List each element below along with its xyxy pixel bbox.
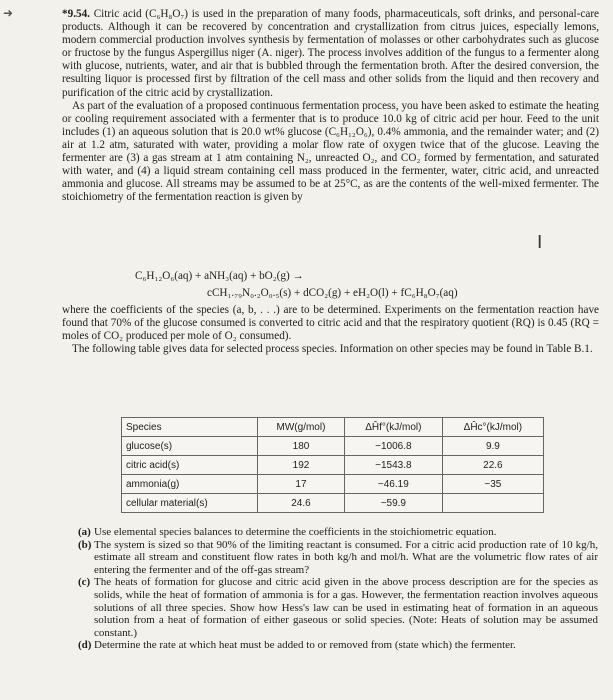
table-row <box>122 456 544 475</box>
problem-number: *9.54. <box>62 8 90 20</box>
table-cell: 180 <box>258 437 345 456</box>
part-label: (b) <box>78 538 92 551</box>
paragraph-table-intro: The following table gives data for selected process species. Information on other species may be found in Table B.1. <box>72 343 593 356</box>
problem-text-top <box>62 8 599 204</box>
table-cell: 17 <box>258 475 345 494</box>
part-label: (a) <box>78 526 91 538</box>
part-label: (c) <box>78 576 91 589</box>
table-cell: −35 <box>442 475 543 494</box>
reaction-equation-line2: cCH₁.₇₉N₀.₂O₀.₅(s) + dCO₂(g) + eH₂O(l) + fC₆H₈O₇(aq) <box>207 287 458 299</box>
table-cell: 24.6 <box>258 494 345 513</box>
part-text: Determine the rate at which heat must be added to or removed from (state which) the fermenter. <box>94 639 516 652</box>
table-cell: cellular material(s) <box>122 494 258 513</box>
paragraph-evaluation: As part of the evaluation of a proposed continuous fermentation process, you have been asked to estimate the heating or cooling requirement associated with a fermenter that is to produce 10.0 kg of citric acid per hour. Feed to the unit includes (1) an aqueous solution that is 20.0 wt% glucose (C₆H₁₂O₆), 0.4% ammonia, and the remainder water; and (2) air at 1.2 atm, saturated with water, providing a molar flow rate of oxygen twice that of the glucose. Leaving the fermenter are (3) a gas stream at 1 atm containing N₂, unreacted O₂, and CO₂ formed by fermentation, and saturated with water, and (4) a liquid stream containing cell mass produced in the fermenter, water, citric acid, and unreacted ammonia and glucose. All streams may be assumed to be at 25°C, as are the contents of the well-mixed fermenter. The stoichiometry of the fermentation reaction is given by <box>62 99 599 204</box>
table-cell: 9.9 <box>442 437 543 456</box>
paragraph-coefficients: where the coefficients of the species (a, b, . . .) are to be determined. Experiments on the fermentation reaction have found that 70% of the glucose consumed is converted to citric acid and that the respiratory quotient (RQ) is 0.45 (RQ = moles of CO₂ produced per mole of O₂ consumed). <box>62 304 599 343</box>
table-header-cell: Species <box>122 418 258 437</box>
table-cell: ammonia(g) <box>122 475 258 494</box>
paragraph-intro: *9.54. Citric acid (C₆H₈O₇) is used in the preparation of many foods, pharmaceuticals, soft drinks, and personal-care products. Although it can be recovered by concentration and crystallization from citrus juices, especially lemons, modern commercial production involves synthesis by fermentation of molasses or other carbohydrates such as glucose or fructose by the fungus Aspergillus niger (A. niger). The process involves addition of the fungus to a fermenter along with glucose, nutrients, water, and air that is bubbled through the fermentation broth. After the desired conversion, the resulting liquor is processed first by filtration of the cell mass and other solids from the liquid and then recovery and purification of the citric acid by crystallization. <box>62 8 600 99</box>
table-row <box>122 437 544 456</box>
table-row <box>122 475 544 494</box>
part-label: (d) <box>78 639 92 652</box>
species-data-table <box>121 417 544 513</box>
part-text: The system is sized so that 90% of the limiting reactant is consumed. For a citric acid production rate of 10 kg/h, estimate all stream and constituent flow rates in both kg/h and mol/h. What are the volumetric flow rates of air entering the fermenter and of the off-gas stream? <box>94 538 598 576</box>
list-item <box>78 576 598 639</box>
table-header-cell: MW(g/mol) <box>258 418 345 437</box>
table-cell: 22.6 <box>442 456 543 475</box>
reaction-equation-line1: C₆H₁₂O₆(aq) + aNH₃(aq) + bO₂(g) → <box>135 270 304 282</box>
text-cursor-icon: I <box>537 232 543 253</box>
part-text: Use elemental species balances to determine the coefficients in the stoichiometric equation. <box>94 526 497 538</box>
table-cell: −46.19 <box>344 475 442 494</box>
problem-parts-list <box>78 526 598 652</box>
table-cell: 192 <box>258 456 345 475</box>
table-cell: −59.9 <box>344 494 442 513</box>
problem-text-middle <box>62 304 599 356</box>
list-item <box>78 539 598 577</box>
part-text: The heats of formation for glucose and citric acid given in the above process description are for the species as solids, while the heat of formation of ammonia is for a gas. However, the fermentation reaction involves aqueous solutions of all three species. Show how Hess's law can be used in estimating heat of formation in an aqueous solution from a heat of formation of either gaseous or solid species. (Note: Heats of solution may be assumed constant.) <box>94 576 598 639</box>
list-item <box>78 639 598 652</box>
table-row <box>122 494 544 513</box>
table-cell: −1006.8 <box>344 437 442 456</box>
table-cell: −1543.8 <box>344 456 442 475</box>
table-cell <box>442 494 543 513</box>
table-header-cell: ΔĤc°(kJ/mol) <box>442 418 543 437</box>
table-header-row <box>122 418 544 437</box>
arrow-icon: ➜ <box>3 6 14 20</box>
table-header-cell: ΔĤf°(kJ/mol) <box>344 418 442 437</box>
table-cell: glucose(s) <box>122 437 258 456</box>
list-item <box>78 526 598 539</box>
table-cell: citric acid(s) <box>122 456 258 475</box>
